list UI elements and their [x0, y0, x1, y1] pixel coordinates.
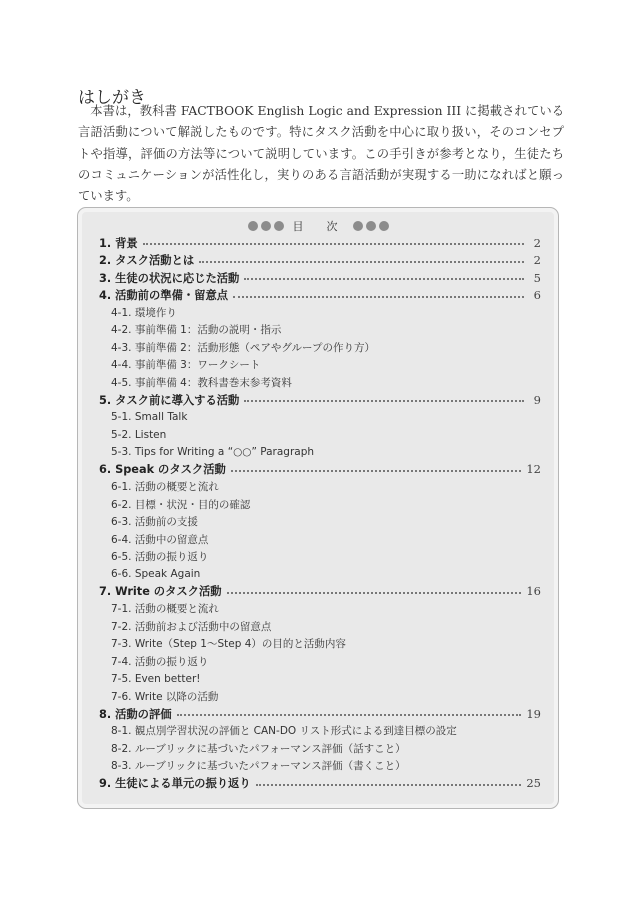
- toc-left-dots: [248, 221, 284, 231]
- dot-icon: [366, 221, 376, 231]
- dot-icon: [274, 221, 284, 231]
- toc-entry-sub: [99, 339, 541, 356]
- toc-dot-leader: [256, 783, 522, 786]
- toc-entry-label: 6-6. Speak Again: [111, 568, 201, 581]
- toc-page-number: 19: [526, 706, 541, 721]
- dot-icon: [248, 221, 258, 231]
- toc-entry-label: 6. Speak のタスク活動: [99, 463, 226, 477]
- toc-entry-label: 7-3. Write（Step 1～Step 4）の目的と活動内容: [111, 638, 346, 651]
- dot-icon: [261, 221, 271, 231]
- toc-page-number: 9: [533, 392, 541, 407]
- toc-entry-label: 1. 背景: [99, 236, 138, 250]
- dot-icon: [353, 221, 363, 231]
- toc-entry-label: 3. 生徒の状況に応じた活動: [99, 271, 240, 285]
- toc-entry-label: 4. 活動前の準備・留意点: [99, 289, 229, 303]
- table-of-contents: [77, 207, 559, 809]
- toc-entry-main: [99, 251, 541, 268]
- toc-entry-label: 6-3. 活動前の支援: [111, 516, 198, 529]
- toc-entry-label: 7-5. Even better!: [111, 672, 201, 685]
- toc-entry-sub: [99, 618, 541, 635]
- toc-entry-sub: [99, 757, 541, 774]
- toc-page-number: 25: [526, 776, 541, 791]
- toc-dot-leader: [244, 277, 524, 280]
- toc-entry-label: 5-2. Listen: [111, 428, 167, 441]
- toc-page-number: 2: [533, 235, 541, 250]
- toc-entry-sub: [99, 408, 541, 425]
- toc-page-number: 6: [533, 288, 541, 303]
- toc-entry-label: 6-4. 活動中の留意点: [111, 533, 209, 546]
- toc-dot-leader: [244, 399, 524, 402]
- toc-entry-sub: [99, 443, 541, 460]
- toc-entry-main: [99, 391, 541, 408]
- toc-entry-label: 8-2. ルーブリックに基づいたパフォーマンス評価（話すこと）: [111, 742, 406, 755]
- toc-entry-label: 4-3. 事前準備 2：活動形態（ペアやグループの作り方）: [111, 341, 376, 354]
- toc-entry-label: 4-4. 事前準備 3：ワークシート: [111, 359, 261, 372]
- toc-title: 目 次: [292, 220, 344, 233]
- toc-entry-sub: [99, 356, 541, 373]
- toc-entry-label: 7-4. 活動の振り返り: [111, 655, 209, 668]
- toc-entry-label: 8. 活動の評価: [99, 707, 172, 721]
- toc-entry-label: 5-1. Small Talk: [111, 411, 188, 424]
- toc-entry-label: 4-1. 環境作り: [111, 306, 177, 319]
- toc-entry-sub: [99, 722, 541, 739]
- toc-right-dots: [353, 221, 389, 231]
- toc-entry-label: 6-5. 活動の振り返り: [111, 551, 209, 564]
- toc-entry-sub: [99, 740, 541, 757]
- toc-entry-label: 7-6. Write 以降の活動: [111, 690, 219, 703]
- toc-entry-sub: [99, 670, 541, 687]
- toc-entry-main: [99, 234, 541, 251]
- toc-entry-label: 8-3. ルーブリックに基づいたパフォーマンス評価（書くこと）: [111, 760, 406, 773]
- toc-entry-sub: [99, 478, 541, 495]
- toc-header: [78, 218, 558, 234]
- toc-entry-sub: [99, 374, 541, 391]
- toc-page-number: 5: [533, 270, 541, 285]
- toc-list: [99, 234, 541, 792]
- toc-entry-label: 2. タスク活動とは: [99, 254, 195, 268]
- toc-entry-label: 7. Write のタスク活動: [99, 585, 222, 599]
- toc-entry-sub: [99, 548, 541, 565]
- toc-dot-leader: [227, 591, 522, 594]
- toc-entry-label: 7-2. 活動前および活動中の留意点: [111, 620, 272, 633]
- toc-entry-label: 5-3. Tips for Writing a “○○” Paragraph: [111, 445, 315, 458]
- toc-entry-main: [99, 461, 541, 478]
- toc-dot-leader: [233, 295, 524, 298]
- toc-entry-sub: [99, 321, 541, 338]
- toc-entry-sub: [99, 496, 541, 513]
- toc-dot-leader: [143, 242, 524, 245]
- toc-entry-main: [99, 286, 541, 303]
- toc-dot-leader: [231, 469, 522, 472]
- toc-page-number: 2: [533, 253, 541, 268]
- toc-entry-main: [99, 705, 541, 722]
- toc-entry-label: 7-1. 活動の概要と流れ: [111, 603, 219, 616]
- toc-entry-sub: [99, 600, 541, 617]
- toc-page-number: 16: [526, 584, 541, 599]
- toc-dot-leader: [177, 713, 522, 716]
- toc-entry-main: [99, 583, 541, 600]
- toc-entry-sub: [99, 304, 541, 321]
- toc-entry-main: [99, 775, 541, 792]
- toc-entry-sub: [99, 426, 541, 443]
- dot-icon: [379, 221, 389, 231]
- toc-page-number: 12: [526, 462, 541, 477]
- toc-dot-leader: [199, 260, 524, 263]
- toc-entry-sub: [99, 565, 541, 582]
- toc-entry-label: 4-5. 事前準備 4：教科書巻末参考資料: [111, 376, 292, 389]
- toc-entry-sub: [99, 513, 541, 530]
- intro-paragraph: 本書は，教科書 FACTBOOK English Logic and Expression III に掲載されている言語活動について解説したものです。特にタスク活動を中心に取り扱い，そのコンセプトや指導，評価の方法等について説明しています。この手引きが参考となり，生徒たちのコミュニケーションが活性化し，実りのある言語活動が実現する一助になればと願っています。: [78, 104, 564, 204]
- toc-entry-sub: [99, 635, 541, 652]
- toc-entry-label: 6-2. 目標・状況・目的の確認: [111, 498, 251, 511]
- toc-entry-label: 6-1. 活動の概要と流れ: [111, 481, 219, 494]
- toc-entry-sub: [99, 687, 541, 704]
- toc-entry-label: 4-2. 事前準備 1：活動の説明・指示: [111, 324, 282, 337]
- toc-entry-label: 9. 生徒による単元の振り返り: [99, 777, 251, 791]
- toc-entry-label: 5. タスク前に導入する活動: [99, 393, 240, 407]
- page-heading: はしがき: [78, 88, 146, 109]
- toc-entry-sub: [99, 530, 541, 547]
- toc-entry-main: [99, 269, 541, 286]
- toc-entry-label: 8-1. 観点別学習状況の評価と CAN-DO リスト形式による到達目標の設定: [111, 725, 457, 738]
- toc-entry-sub: [99, 653, 541, 670]
